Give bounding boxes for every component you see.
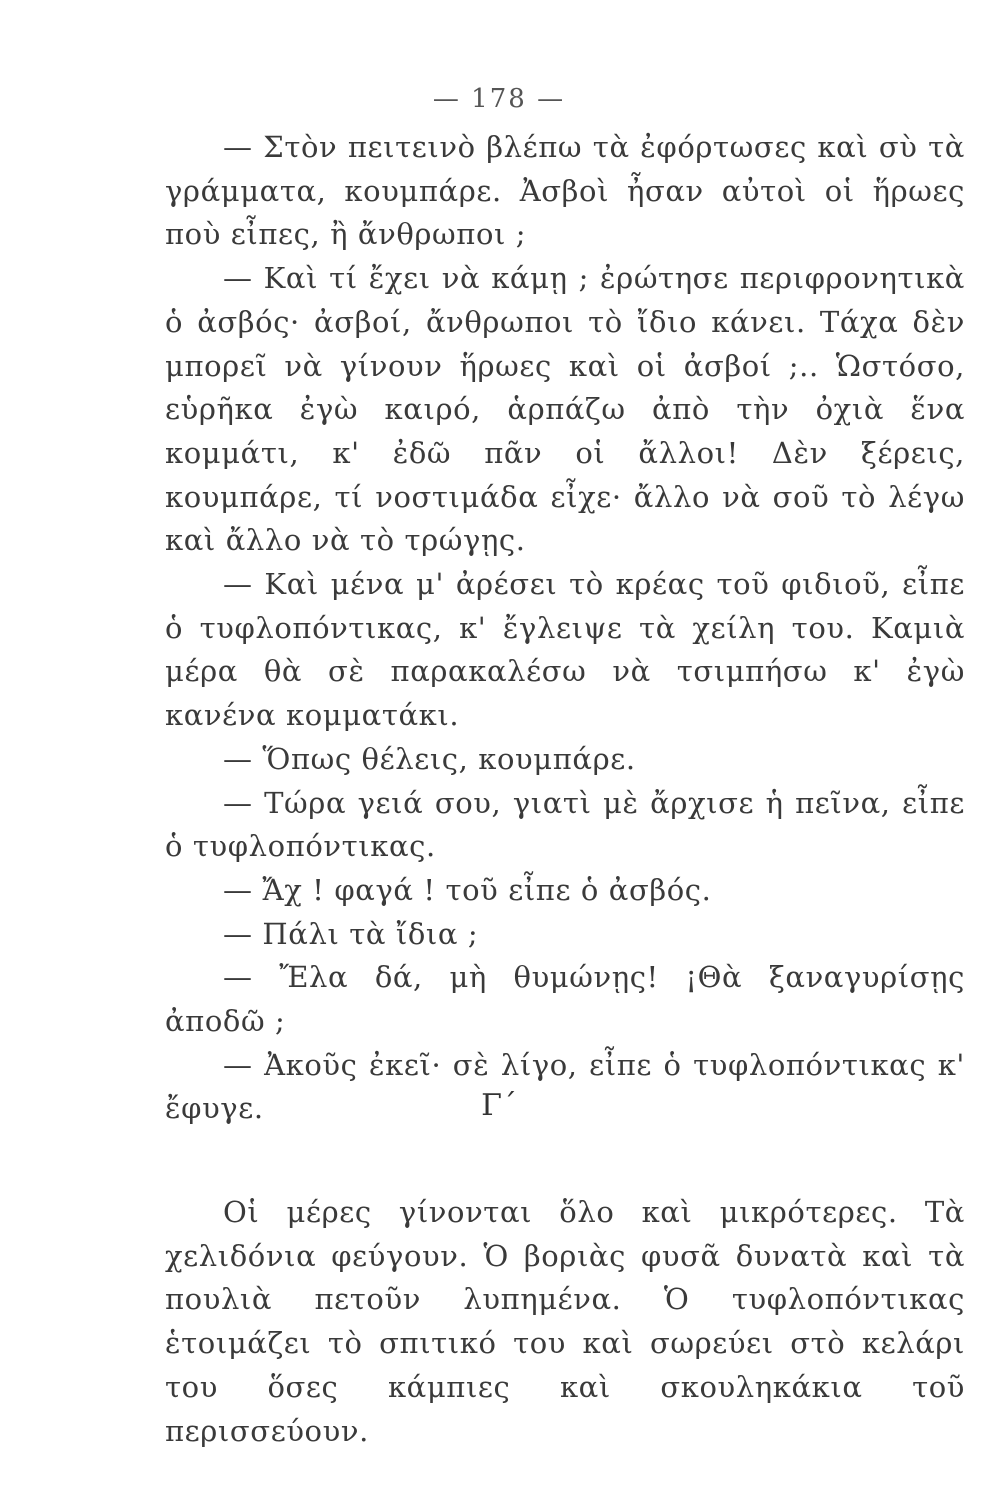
chapter-text <box>165 1191 965 1453</box>
paragraph: — Ὅπως θέλεις, κουμπάρε. <box>223 741 636 776</box>
paragraph: — Ἄχ ! φαγά ! τοῦ εἶπε ὁ ἀσβός. <box>223 872 712 907</box>
dialogue-text <box>165 126 965 1131</box>
paragraph: — Ἔλα δά, μὴ θυμώνῃς! ¡Θὰ ξαναγυρίσῃς ἀποδῶ ; <box>165 960 965 1039</box>
paragraph: — Ἀκοῦς ἐκεῖ· σὲ λίγο, εἶπε ὁ τυφλοπόντικας κ' ἔφυγε. <box>165 1047 965 1126</box>
paragraph: — Καὶ μένα μ' ἀρέσει τὸ κρέας τοῦ φιδιοῦ, εἶπε ὁ τυφλοπόντικας, κ' ἔγλειψε τὰ χείλη του. Καμιὰ μέρα θὰ σὲ παρακαλέσω νὰ τσιμπήσω κ' ἐγὼ κανένα κομματάκι. <box>165 567 965 733</box>
paragraph: Οἱ μέρες γίνονται ὅλο καὶ μικρότερες. Τὰ χελιδόνια φεύγουν. Ὁ βοριὰς φυσᾶ δυνατὰ καὶ τὰ πουλιὰ πετοῦν λυπημένα. Ὁ τυφλοπόντικας ἑτοιμάζει τὸ σπιτικό του καὶ σωρεύει στὸ κελάρι του ὅσες κάμπιες καὶ σκουληκάκια τοῦ περισσεύουν. <box>165 1195 965 1448</box>
paragraph: — Τώρα γειά σου, γιατὶ μὲ ἄρχισε ἡ πεῖνα, εἶπε ὁ τυφλοπόντικας. <box>165 785 965 864</box>
paragraph: — Στὸν πειτεινὸ βλέπω τὰ ἐφόρτωσες καὶ σὺ τὰ γράμματα, κουμπάρε. Ἀσβοὶ ἦσαν αὐτοὶ οἱ ἥρωες ποὺ εἶπες, ἢ ἄνθρωποι ; <box>165 130 965 252</box>
chapter-heading: Γ΄ <box>481 1088 517 1123</box>
paragraph: — Πάλι τὰ ἴδια ; <box>223 916 479 951</box>
page-number: — 178 — <box>432 84 566 114</box>
paragraph: — Καὶ τί ἔχει νὰ κάμῃ ; ἐρώτησε περιφρονητικὰ ὁ ἀσβός· ἀσβοί, ἄνθρωποι τὸ ἴδιο κάνει. Τάχα δὲν μπορεῖ νὰ γίνουν ἥρωες καὶ οἱ ἀσβοί ;.. Ὡστόσο, εὑρῆκα ἐγὼ καιρό, ἁρπάζω ἀπὸ τὴν ὀχιὰ ἕνα κομμάτι, κ' ἐδῶ πᾶν οἱ ἄλλοι! Δὲν ξέρεις, κουμπάρε, τί νοστιμάδα εἶχε· ἄλλο νὰ σοῦ τὸ λέγω καὶ ἄλλο νὰ τὸ τρώγῃς. <box>165 261 965 558</box>
